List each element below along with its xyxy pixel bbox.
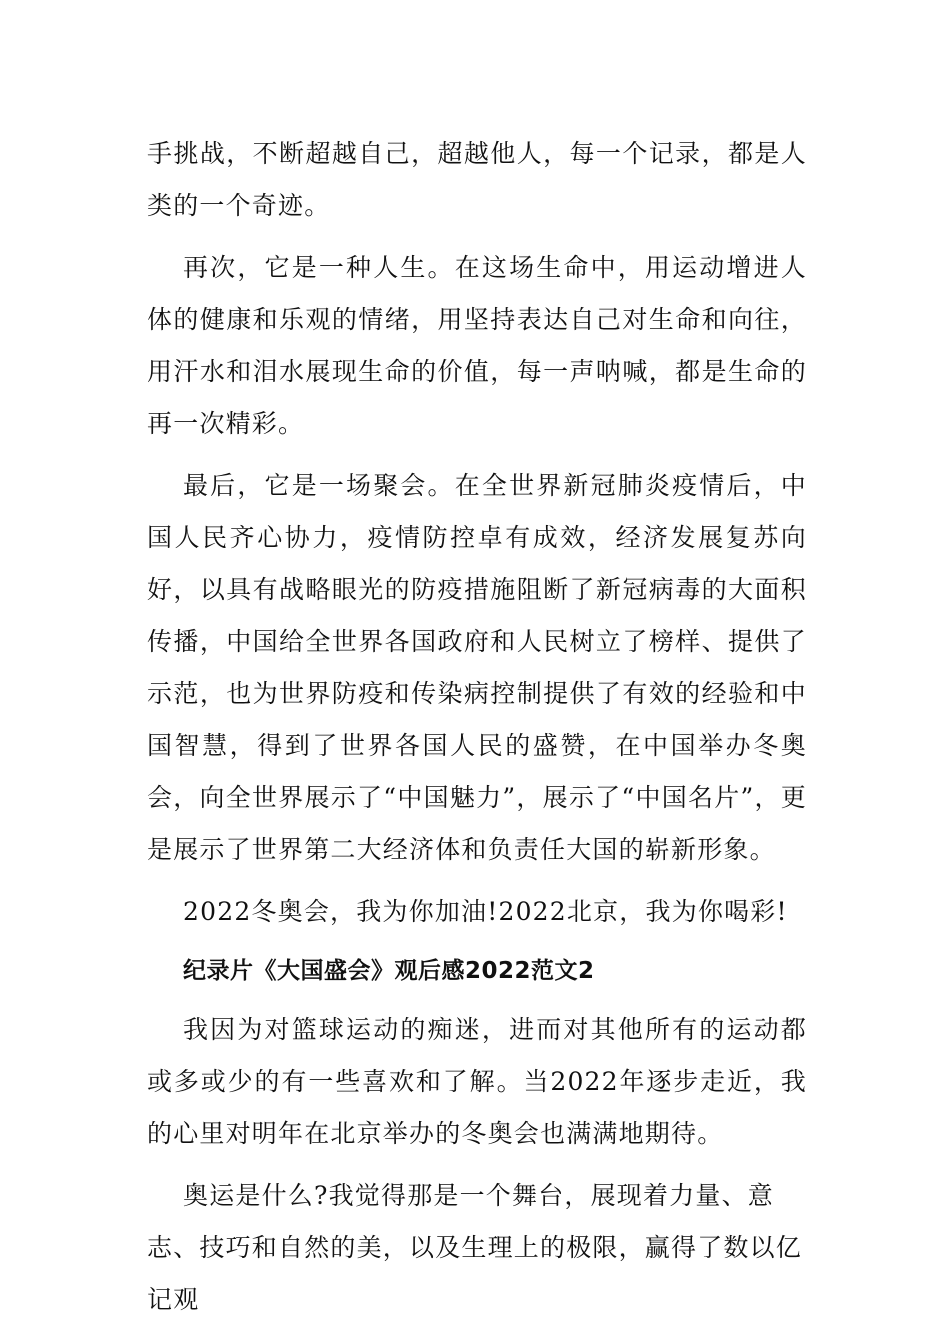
paragraph-gathering: 最后，它是一场聚会。在全世界新冠肺炎疫情后，中国人民齐心协力，疫情防控卓有成效，经济发展复苏向好，以具有战略眼光的防疫措施阻断了新冠病毒的大面积传播，中国给全世界各国政府和人民树立了榜样、提供了示范，也为世界防疫和传染病控制提供了有效的经验和中国智慧，得到了世界各国人民的盛赞，在中国举办冬奥会，向全世界展示了“中国魅力”，展示了“中国名片”，更是展示了世界第二大经济体和负责任大国的崭新形象。 [147,471,807,864]
paragraph-life: 再次，它是一种人生。在这场生命中，用运动增进人体的健康和乐观的情绪，用坚持表达自己对生命和向往，用汗水和泪水展现生命的价值，每一声呐喊，都是生命的再一次精彩。 [147,253,807,438]
paragraph-basketball: 我因为对篮球运动的痴迷，进而对其他所有的运动都或多或少的有一些喜欢和了解。当2022年逐步走近，我的心里对明年在北京举办的冬奥会也满满地期待。 [147,1015,807,1148]
section-heading: 纪录片《大国盛会》观后感2022范文2 [183,958,595,984]
paragraph-olympics: 奥运是什么?我觉得那是一个舞台，展现着力量、意志、技巧和自然的美，以及生理上的极限，赢得了数以亿记观 [147,1181,803,1314]
paragraph-continuation: 手挑战，不断超越自己，超越他人，每一个记录，都是人类的一个奇迹。 [147,139,807,220]
paragraph-cheer: 2022冬奥会，我为你加油!2022北京，我为你喝彩! [183,897,788,926]
document-body [147,128,807,1336]
